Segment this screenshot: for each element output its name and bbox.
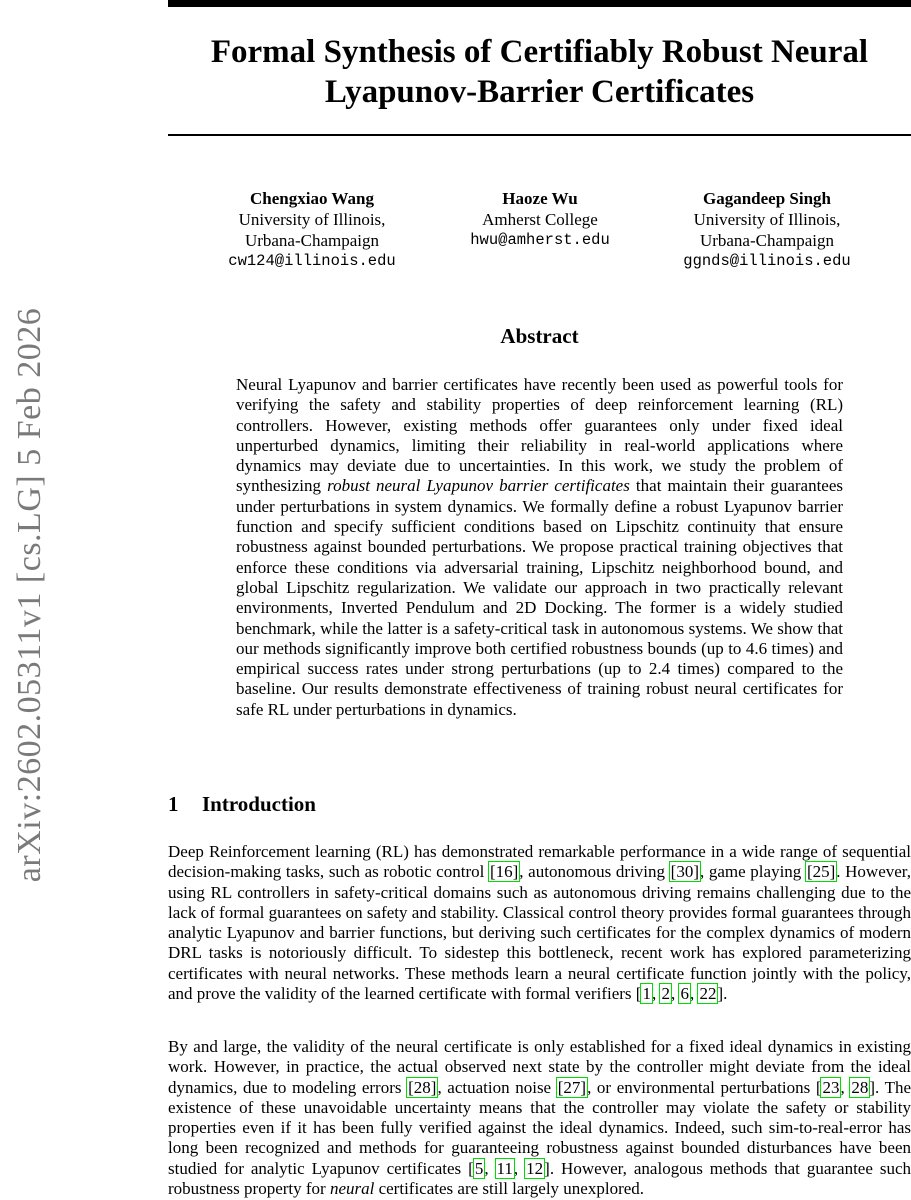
body-text: , actuation noise	[437, 1077, 557, 1097]
citation-link[interactable]: [25]	[806, 862, 836, 882]
citation-separator: ,	[513, 1158, 526, 1178]
body-text: , game playing	[699, 862, 806, 882]
citation-link[interactable]: 28	[851, 1077, 869, 1097]
citation-link[interactable]: [28]	[408, 1077, 437, 1097]
body-text: certificates are still largely unexplored.	[374, 1179, 645, 1199]
citation-link[interactable]: 23	[822, 1077, 840, 1097]
citation-link[interactable]: 5	[474, 1158, 484, 1178]
author-name: Haoze Wu	[502, 189, 578, 208]
citation-separator: ,	[840, 1077, 851, 1097]
citation-link[interactable]: 1	[642, 984, 651, 1004]
abstract-emphasis: robust neural Lyapunov barrier certificates	[327, 476, 630, 496]
body-text: By and large, the validity of the neural certificate is only established for a fixed ideal dynamics in existing work. However, in practice, the actual observed next state by the controller might deviate from the ideal dynamics, due to modeling errors	[168, 1037, 911, 1097]
citation-separator: ,	[670, 984, 680, 1004]
author-block	[667, 188, 867, 272]
abstract-body	[236, 375, 843, 720]
citation-link[interactable]: 2	[661, 984, 670, 1004]
paper-title: Formal Synthesis of Certifiably Robust Neural Lyapunov-Barrier Certificates	[210, 34, 869, 110]
abstract-text: Neural Lyapunov and barrier certificates have recently been used as powerful tools for verifying the safety and stability properties of deep reinforcement learning (RL) controllers. However, existing methods offer guarantees only under fixed ideal unperturbed dynamics, limiting their reliability in real-world applications where dynamics may deviate due to uncertainties. In this work, we study the problem of synthesizing	[236, 375, 843, 496]
author-affiliation: University of Illinois,	[238, 210, 386, 229]
citation-link[interactable]: [16]	[489, 862, 519, 882]
author-affiliation-line2: Urbana-Champaign	[699, 231, 835, 250]
title-rule	[168, 134, 911, 136]
author-block	[440, 188, 640, 251]
arxiv-side-identifier	[0, 0, 60, 1200]
intro-paragraph-2	[168, 1037, 911, 1199]
section-title: Introduction	[202, 792, 316, 816]
author-email[interactable]: ggnds@illinois.edu	[683, 252, 851, 270]
citation-link[interactable]: 11	[496, 1158, 513, 1178]
top-rule	[168, 0, 911, 7]
section-number: 1	[168, 792, 179, 816]
author-name: Gagandeep Singh	[702, 189, 831, 208]
arxiv-id-text[interactable]: arXiv:2602.05311v1 [cs.LG] 5 Feb 2026	[11, 307, 48, 883]
body-text: , or environmental perturbations [	[587, 1077, 822, 1097]
author-email[interactable]: cw124@illinois.edu	[228, 252, 396, 270]
citation-link[interactable]: 6	[680, 984, 689, 1004]
body-text: ]. However, analogous methods that guarantee such robustness property for	[168, 1158, 911, 1199]
citation-separator: ,	[651, 984, 661, 1004]
author-name: Chengxiao Wang	[250, 189, 374, 208]
citation-link[interactable]: [27]	[557, 1077, 587, 1097]
citation-link[interactable]: [30]	[670, 862, 699, 882]
abstract-heading: Abstract	[500, 324, 579, 348]
author-affiliation: Amherst College	[482, 210, 598, 229]
author-block	[212, 188, 412, 272]
body-emphasis: neural	[329, 1179, 375, 1199]
body-text: Deep Reinforcement learning (RL) has demonstrated remarkable performance in a wide range of sequential decision-making tasks, such as robotic control	[168, 842, 911, 882]
abstract-text-cont: that maintain their guarantees under perturbations in system dynamics. We formally define a robust Lyapunov barrier function and specify sufficient conditions based on Lipschitz continuity that ensure robustness against bounded perturbations. We propose practical training objectives that enforce these conditions via adversarial training, Lipschitz neighborhood bound, and global Lipschitz regularization. We validate our approach in two practically relevant environments, Inverted Pendulum and 2D Docking. The former is a widely studied benchmark, while the latter is a safety-critical task in autonomous systems. We show that our methods significantly improve both certified robustness bounds (up to 4.6 times) and empirical success rates under strong perturbations (up to 2.4 times) compared to the baseline. Our results demonstrate effectiveness of training robust neural certificates for safe RL under perturbations in dynamics.	[236, 476, 844, 719]
citation-separator: ,	[484, 1158, 496, 1178]
citation-link[interactable]: 12	[526, 1158, 544, 1178]
section-heading	[168, 792, 316, 817]
body-text: ]. The existence of these unavoidable uncertainty means that the controller may violate the safety or stability properties even if it has been fully verified against the ideal dynamics. Indeed, such sim-to-real-error has long been recognized and methods for guaranteeing robustness against bounded disturbances have been studied for analytic Lyapunov certificates [	[168, 1077, 911, 1178]
body-text: . However, using RL controllers in safety-critical domains such as autonomous driving remains challenging due to the lack of formal guarantees on safety and stability. Classical control theory provides formal guarantees through analytic Lyapunov and barrier functions, but deriving such certificates for the complex dynamics of modern DRL tasks is notoriously difficult. To sidestep this bottleneck, recent work has explored parameterizing certificates with neural networks. These methods learn a neural certificate function jointly with the policy, and prove the validity of the learned certificate with formal verifiers [	[168, 862, 911, 1004]
author-affiliation: University of Illinois,	[693, 210, 841, 229]
citation-link[interactable]: 22	[699, 984, 717, 1004]
citation-separator: ,	[689, 984, 699, 1004]
body-text: ].	[717, 984, 728, 1004]
author-email[interactable]: hwu@amherst.edu	[470, 231, 610, 249]
body-text: , autonomous driving	[519, 862, 670, 882]
intro-paragraph-1	[168, 842, 911, 1004]
author-affiliation-line2: Urbana-Champaign	[244, 231, 380, 250]
